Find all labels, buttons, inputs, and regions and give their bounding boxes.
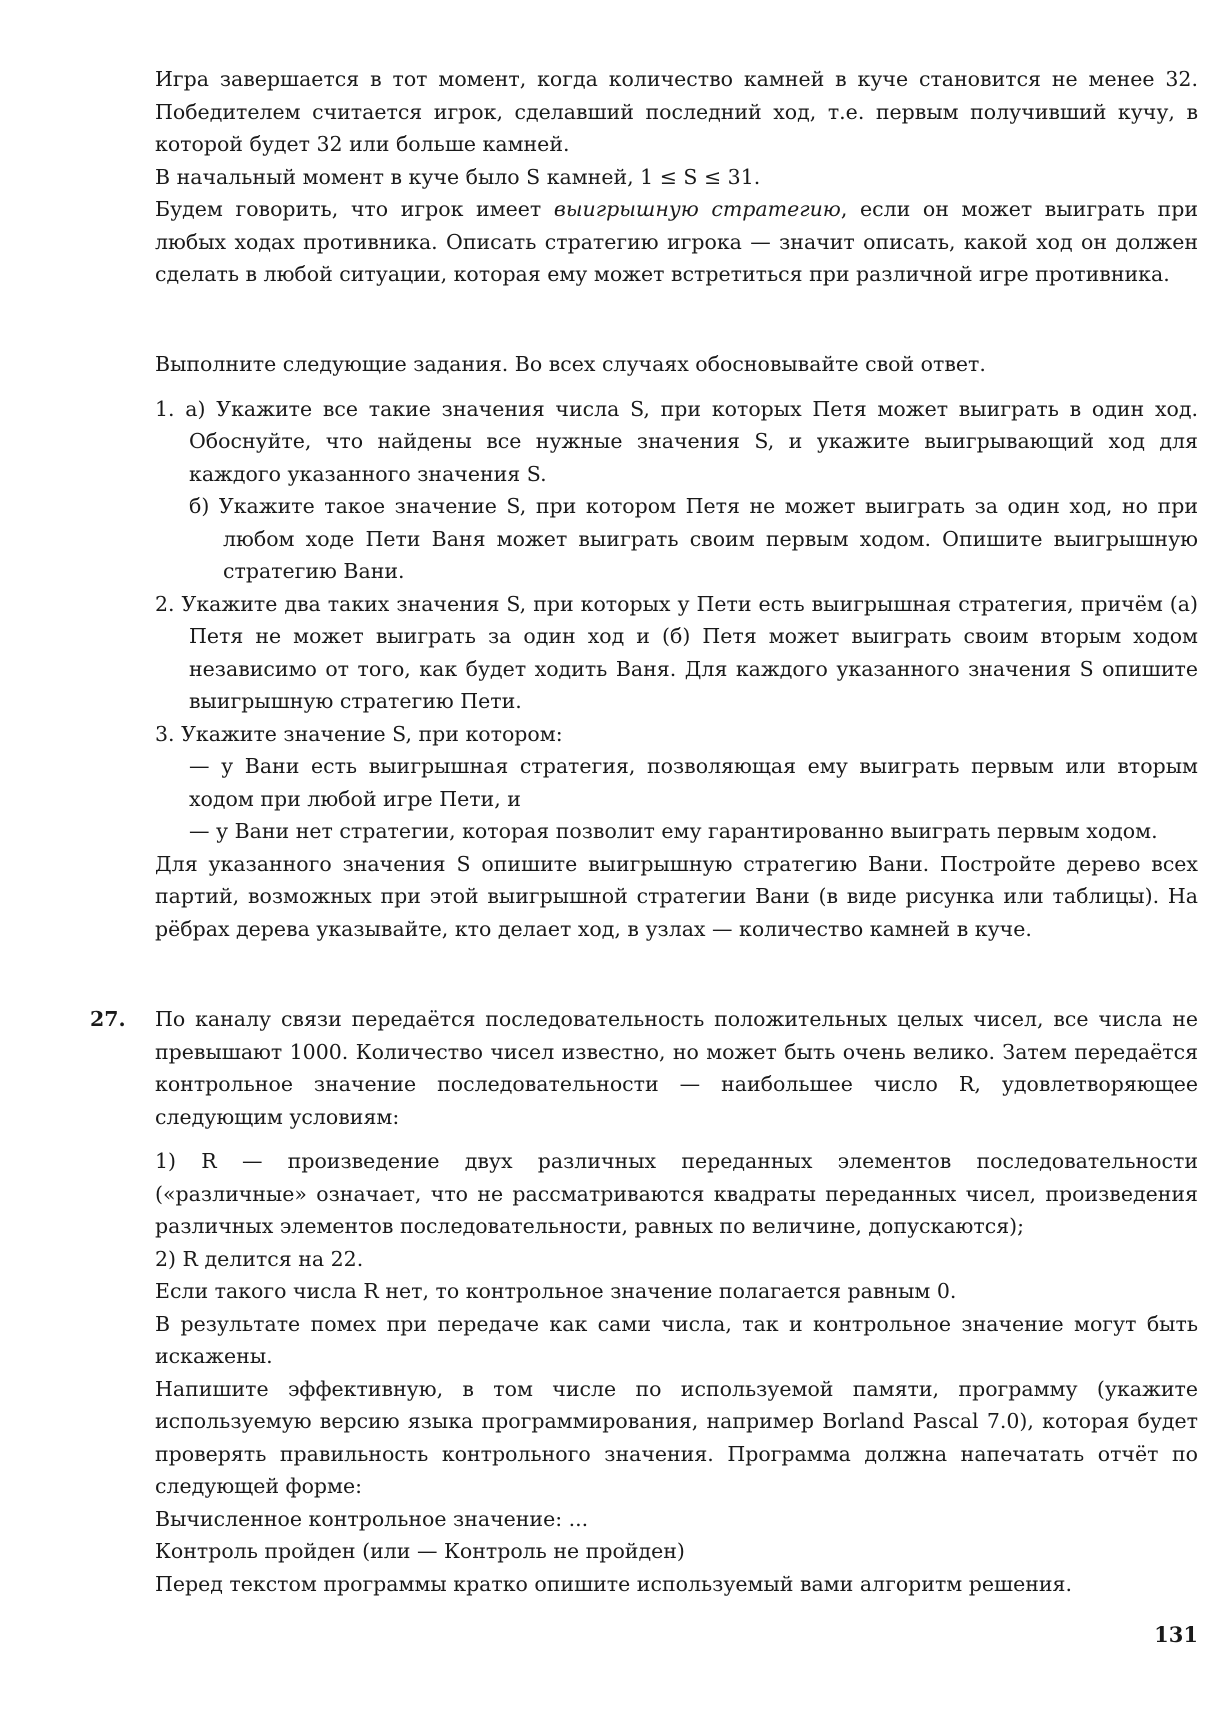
strategy-pre: Будем говорить, что игрок имеет bbox=[155, 197, 554, 221]
game-rules-block bbox=[155, 63, 1198, 291]
problem-27-block bbox=[155, 1003, 1198, 1600]
problem-27-statement: По каналу связи передаётся последовательность положительных целых чисел, все числа не превышают 1000. Количество чисел известно, но может быть очень велико. Затем передаётся контрольное значение последовательности — наибольшее число R, удовлетворяющее следующим условиям: bbox=[155, 1007, 1198, 1129]
strategy-term: выигрышную стратегию bbox=[553, 197, 841, 221]
output-line-2: Контроль пройден (или — Контроль не пройден) bbox=[155, 1539, 685, 1563]
intro-line-4: В начальный момент в куче было S камней, 1 ≤ S ≤ 31. bbox=[155, 164, 761, 189]
algorithm-note: Перед текстом программы кратко опишите используемый вами алгоритм решения. bbox=[155, 1571, 1072, 1596]
condition-2: 2) R делится на 22. bbox=[155, 1246, 364, 1271]
problem-27-number: 27. bbox=[90, 1007, 126, 1031]
intro-line-1: Игра завершается в тот момент, когда количество камней в куче становится не менее 32. bbox=[155, 67, 1198, 91]
task-3-dash-1: — у Вани есть выигрышная стратегия, позволяющая ему выиграть первым или вторым ходом при любой игре Пети, и bbox=[189, 754, 1198, 811]
no-r-rule: Если такого числа R нет, то контрольное значение полагается равным 0. bbox=[155, 1279, 957, 1303]
strategy-post: , если он может выиграть при любых ходах противника. Описать стратегию игрока — значит описать, какой ход он должен сделать в любой ситуации, которая ему может встретиться при различной игре противника. bbox=[155, 197, 1198, 286]
task-3-dash-2: — у Вани нет стратегии, которая позволит ему гарантированно выиграть первым ходом. bbox=[189, 819, 1158, 843]
output-line-1: Вычисленное контрольное значение: ... bbox=[155, 1506, 589, 1531]
task-2: 2. Укажите два таких значения S, при которых у Пети есть выигрышная стратегия, причём (а) Петя не может выиграть за один ход и (б) Петя может выиграть своим вторым ходом независимо от того, как будет ходить Ваня. Для каждого указанного значения S опишите выигрышную стратегию Пети. bbox=[155, 591, 1198, 713]
tasks-block bbox=[155, 348, 1198, 945]
condition-1: 1) R — произведение двух различных переданных элементов последовательности («различные» означает, что не рассматриваются квадраты переданных чисел, произведения различных элементов последовательности, равных по величине, допускаются); bbox=[155, 1149, 1198, 1238]
tasks-intro: Выполните следующие задания. Во всех случаях обосновывайте свой ответ. bbox=[155, 352, 986, 376]
task-1b: б) Укажите такое значение S, при котором Петя не может выиграть за один ход, но при любом ходе Пети Ваня может выиграть своим первым ходом. Опишите выигрышную стратегию Вани. bbox=[189, 494, 1198, 583]
task-1a: 1. а) Укажите все такие значения числа S, при которых Петя может выиграть в один ход. Обоснуйте, что найдены все нужные значения S, и укажите выигрывающий ход для каждого указанного значения S. bbox=[155, 396, 1198, 486]
noise-note: В результате помех при передаче как сами числа, так и контрольное значение могут быть искажены. bbox=[155, 1311, 1198, 1368]
intro-line-2: Победителем считается игрок, сделавший последний ход, т.е. первым получивший кучу, в bbox=[155, 99, 1198, 124]
intro-line-3: которой будет 32 или больше камней. bbox=[155, 132, 570, 156]
task-3-end: Для указанного значения S опишите выигрышную стратегию Вани. Постройте дерево всех партий, возможных при этой выигрышной стратегии Вани (в виде рисунка или таблицы). На рёбрах дерева указывайте, кто делает ход, в узлах — количество камней в куче. bbox=[155, 851, 1198, 941]
program-request: Напишите эффективную, в том числе по используемой памяти, программу (укажите используемую версию языка программирования, например Borland Pascal 7.0), которая будет проверять правильность контрольного значения. Программа должна напечатать отчёт по следующей форме: bbox=[155, 1376, 1198, 1498]
task-3: 3. Укажите значение S, при котором: bbox=[155, 721, 563, 746]
page-number: 131 bbox=[1154, 1622, 1198, 1647]
strategy-definition bbox=[155, 193, 1198, 291]
